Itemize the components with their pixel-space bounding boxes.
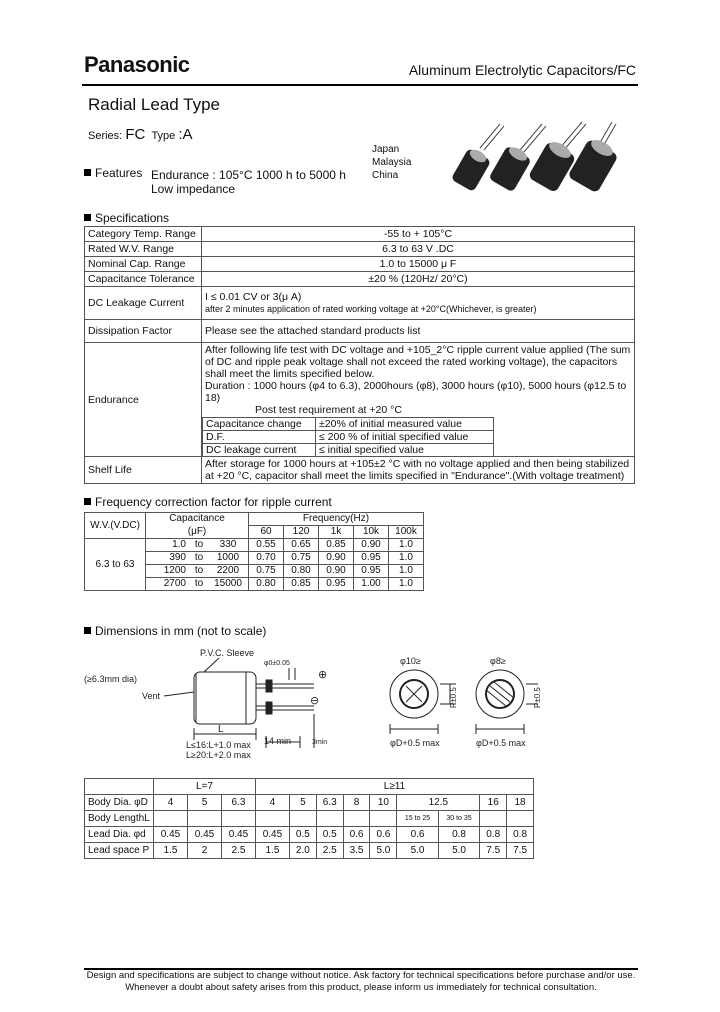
factor-cell: 0.95 — [319, 578, 354, 591]
series-value: FC — [125, 126, 146, 143]
features-heading: Features — [84, 166, 142, 180]
spec-value: 1.0 to 15000 μ F — [202, 257, 635, 272]
lead-length-label: 14 min — [264, 736, 292, 746]
footer-line: Design and specifications are subject to change without notice. Ask factory for technical specifications before purchase and/or use. — [86, 970, 636, 981]
dims-cell — [507, 811, 534, 827]
dc-leakage-note: after 2 minutes application of rated working voltage at +20°C(Whichever, is greater) — [205, 304, 537, 314]
factor-cell: 0.55 — [249, 539, 284, 552]
dc-leakage-formula: I ≤ 0.01 CV or 3(μ A) — [205, 291, 302, 303]
dims-cell — [370, 811, 397, 827]
dims-cell: 12.5 — [397, 795, 480, 811]
dims-cell — [480, 811, 507, 827]
dims-cell: 5.0 — [438, 843, 479, 859]
length-tolerance-line1: L≤16:L+1.0 max — [186, 740, 251, 750]
dims-cell: 2.5 — [316, 843, 343, 859]
spec-row — [85, 457, 635, 484]
limit-row — [203, 444, 494, 457]
dims-cell: 8 — [343, 795, 370, 811]
endurance-text: After following life test with DC voltage and +105_2°C ripple current value applied (The sum of DC and ripple peak voltage shall not exceed the rated working voltage), the capacitors shall meet the limits specified below. — [205, 344, 631, 380]
spec-row — [85, 257, 635, 272]
dims-group-header: L≥11 — [255, 779, 533, 795]
dims-cell: 2.5 — [221, 843, 255, 859]
factor-cell: 0.95 — [354, 565, 389, 578]
footer-line: Whenever a doubt about safety arises from this product, please inform us immediately for technical consultation. — [125, 982, 597, 993]
limit-row — [203, 418, 494, 431]
spec-label: Capacitance Tolerance — [85, 272, 202, 287]
series-label: Series: — [88, 130, 123, 142]
freq-col-header: 10k — [354, 526, 389, 539]
dims-cell: 0.5 — [316, 827, 343, 843]
endurance-post-test: Post test requirement at +20 °C — [255, 404, 402, 416]
factor-cell: 0.70 — [249, 552, 284, 565]
factor-cell: 0.80 — [249, 578, 284, 591]
dims-cell: 16 — [480, 795, 507, 811]
od-max-label: φD+0.5 max — [390, 738, 440, 748]
origin-item: Malaysia — [372, 157, 412, 168]
endurance-duration: Duration : 1000 hours (φ4 to 6.3), 2000hours (φ8), 3000 hours (φ10), 5000 hours (φ12.5 to 18) — [205, 380, 627, 404]
od-max-label: φD+0.5 max — [476, 738, 526, 748]
spec-value: ±20 % (120Hz/ 20°C) — [202, 272, 635, 287]
cap-to: 330 — [208, 539, 249, 552]
dimensions-heading: Dimensions in mm (not to scale) — [84, 624, 266, 638]
bullet-square-icon — [84, 498, 91, 505]
cap-from: 390 — [146, 552, 191, 565]
dims-cell: 18 — [507, 795, 534, 811]
document-title: Aluminum Electrolytic Capacitors/FC — [408, 62, 636, 78]
positive-icon: ⊕ — [318, 669, 328, 681]
specifications-table — [84, 226, 635, 484]
spec-row — [85, 227, 635, 242]
pvc-sleeve-label: P.V.C. Sleeve — [200, 648, 255, 658]
capacitance-header: Capacitance — [146, 513, 249, 526]
dims-cell: 5 — [187, 795, 221, 811]
dims-cell: 0.6 — [397, 827, 438, 843]
factor-cell: 1.0 — [389, 578, 424, 591]
dims-cell — [289, 811, 316, 827]
lead-space-label: P±0.5 — [533, 687, 542, 708]
freq-header-row — [85, 513, 424, 526]
specifications-heading: Specifications — [84, 211, 169, 225]
length-tolerance-line2: L≥20:L+2.0 max — [186, 750, 251, 760]
dims-row — [85, 811, 534, 827]
factor-cell: 0.65 — [284, 539, 319, 552]
features-text — [151, 168, 346, 196]
cap-to: 1000 — [208, 552, 249, 565]
dimension-drawing — [84, 644, 544, 768]
dims-row — [85, 843, 534, 859]
dimensions-table — [84, 778, 534, 859]
cap-from: 1200 — [146, 565, 191, 578]
endurance-limits-table — [202, 417, 494, 456]
limit-value: ≤ 200 % of initial specified value — [316, 431, 494, 444]
factor-cell: 0.90 — [354, 539, 389, 552]
dims-group-row — [85, 779, 534, 795]
dims-cell: 3.5 — [343, 843, 370, 859]
cap-from: 2700 — [146, 578, 191, 591]
negative-icon: ⊖ — [310, 695, 320, 707]
dims-cell: 0.8 — [480, 827, 507, 843]
lead-space-label: P±0.5 — [449, 687, 458, 708]
spec-label: Rated W.V. Range — [85, 242, 202, 257]
spec-label: Category Temp. Range — [85, 227, 202, 242]
limit-row — [203, 431, 494, 444]
cap-to-word: to — [190, 539, 208, 552]
bullet-square-icon — [84, 214, 91, 221]
dims-row — [85, 827, 534, 843]
dims-cell: 0.8 — [438, 827, 479, 843]
freq-col-header: 1k — [319, 526, 354, 539]
dims-cell: 0.6 — [343, 827, 370, 843]
min3-label: 3min — [312, 739, 328, 746]
limit-value: ≤ initial specified value — [316, 444, 494, 457]
spec-row — [85, 242, 635, 257]
factor-cell: 1.0 — [389, 539, 424, 552]
factor-cell: 0.90 — [319, 552, 354, 565]
dims-cell: 7.5 — [507, 843, 534, 859]
dims-cell — [221, 811, 255, 827]
freq-col-header: 60 — [249, 526, 284, 539]
factor-cell: 0.75 — [249, 565, 284, 578]
series-line — [88, 126, 193, 143]
limit-item: Capacitance change — [203, 418, 316, 431]
dims-row-label: Body LengthL — [85, 811, 154, 827]
cap-to: 15000 — [208, 578, 249, 591]
dims-cell: 2.0 — [289, 843, 316, 859]
header-rule — [82, 84, 638, 86]
cap-from: 1.0 — [146, 539, 191, 552]
factor-cell: 0.95 — [354, 552, 389, 565]
origin-list — [372, 143, 411, 182]
factor-cell: 1.0 — [389, 565, 424, 578]
cap-to-word: to — [190, 565, 208, 578]
spec-label: Nominal Cap. Range — [85, 257, 202, 272]
phi10-label: φ10≥ — [400, 656, 421, 666]
spec-value — [202, 287, 635, 320]
dims-cell: 0.45 — [255, 827, 289, 843]
dims-cell: 10 — [370, 795, 397, 811]
spec-row — [85, 343, 635, 457]
capacitor-product-image — [452, 118, 620, 192]
origin-item: China — [372, 170, 399, 181]
dims-cell: 4 — [154, 795, 188, 811]
dims-group-header: L=7 — [154, 779, 256, 795]
phi8-label: φ8≥ — [490, 656, 506, 666]
dims-cell: 0.8 — [507, 827, 534, 843]
dims-cell: 2 — [187, 843, 221, 859]
dims-cell — [255, 811, 289, 827]
dims-row-label: Lead space P — [85, 843, 154, 859]
dims-cell: 6.3 — [316, 795, 343, 811]
dims-row-label: Body Dia. φD — [85, 795, 154, 811]
freq-row — [85, 539, 424, 552]
wv-header: W.V.(V.DC) — [85, 513, 146, 539]
type-value: :A — [178, 126, 193, 143]
dims-cell: 0.45 — [221, 827, 255, 843]
lead-dia-label: φ0±0.05 — [264, 660, 290, 667]
feature-line: Low impedance — [151, 182, 236, 196]
frequency-heading: Frequency correction factor for ripple current — [84, 495, 332, 509]
dims-cell: 0.5 — [289, 827, 316, 843]
brand-logo: Panasonic — [84, 52, 190, 77]
spec-label: Endurance — [85, 343, 202, 457]
spec-row — [85, 320, 635, 343]
limit-value: ±20% of initial measured value — [316, 418, 494, 431]
wv-value: 6.3 to 63 — [85, 539, 146, 591]
dims-cell — [316, 811, 343, 827]
spec-value: After storage for 1000 hours at +105±2 °C with no voltage applied and then being stabilized at +20 °C, capacitor shall meet the limits specified in "Endurance".(With voltage treatment) — [202, 457, 635, 484]
dims-cell: 0.45 — [187, 827, 221, 843]
spec-row — [85, 287, 635, 320]
dims-cell: 5.0 — [370, 843, 397, 859]
spec-value — [202, 343, 635, 457]
factor-cell: 1.0 — [389, 552, 424, 565]
factor-cell: 0.90 — [319, 565, 354, 578]
factor-cell: 0.80 — [284, 565, 319, 578]
frequency-header: Frequency(Hz) — [249, 513, 424, 526]
dims-cell — [187, 811, 221, 827]
limit-item: DC leakage current — [203, 444, 316, 457]
feature-line: Endurance : 105°C 1000 h to 5000 h — [151, 168, 346, 182]
freq-col-header: 100k — [389, 526, 424, 539]
page-title: Radial Lead Type — [88, 95, 221, 114]
dims-cell: 1.5 — [154, 843, 188, 859]
factor-cell: 0.75 — [284, 552, 319, 565]
frequency-correction-table — [84, 512, 424, 591]
dims-cell: 0.6 — [370, 827, 397, 843]
dims-cell — [343, 811, 370, 827]
cap-to-word: to — [190, 552, 208, 565]
footer-disclaimer — [84, 970, 638, 994]
dia-note-label: (≥6.3mm dia) — [84, 674, 137, 684]
type-label: Type — [151, 130, 176, 142]
capacitance-unit: (μF) — [146, 526, 249, 539]
spec-label: Dissipation Factor — [85, 320, 202, 343]
factor-cell: 0.85 — [284, 578, 319, 591]
factor-cell: 1.00 — [354, 578, 389, 591]
spec-value: -55 to + 105°C — [202, 227, 635, 242]
freq-col-header: 120 — [284, 526, 319, 539]
dims-cell: 5.0 — [397, 843, 438, 859]
bullet-square-icon — [84, 169, 91, 176]
dims-row — [85, 795, 534, 811]
bullet-square-icon — [84, 627, 91, 634]
spec-label: DC Leakage Current — [85, 287, 202, 320]
dims-cell: 5 — [289, 795, 316, 811]
dims-cell: 15 to 25 — [397, 811, 438, 827]
limit-item: D.F. — [203, 431, 316, 444]
dims-cell: 7.5 — [480, 843, 507, 859]
factor-cell: 0.85 — [319, 539, 354, 552]
dims-cell: 4 — [255, 795, 289, 811]
spec-row — [85, 272, 635, 287]
vent-label: Vent — [142, 691, 161, 701]
spec-label: Shelf Life — [85, 457, 202, 484]
dims-cell: 30 to 35 — [438, 811, 479, 827]
dims-cell — [154, 811, 188, 827]
cap-to-word: to — [190, 578, 208, 591]
dims-cell: 0.45 — [154, 827, 188, 843]
dims-cell: 6.3 — [221, 795, 255, 811]
spec-value: Please see the attached standard products list — [202, 320, 635, 343]
origin-item: Japan — [372, 144, 400, 155]
dims-cell: 1.5 — [255, 843, 289, 859]
cap-to: 2200 — [208, 565, 249, 578]
length-label: L — [218, 724, 224, 735]
spec-value: 6.3 to 63 V .DC — [202, 242, 635, 257]
dims-row-label: Lead Dia. φd — [85, 827, 154, 843]
dims-corner-cell — [85, 779, 154, 795]
capacitor-body-outline — [194, 672, 256, 724]
